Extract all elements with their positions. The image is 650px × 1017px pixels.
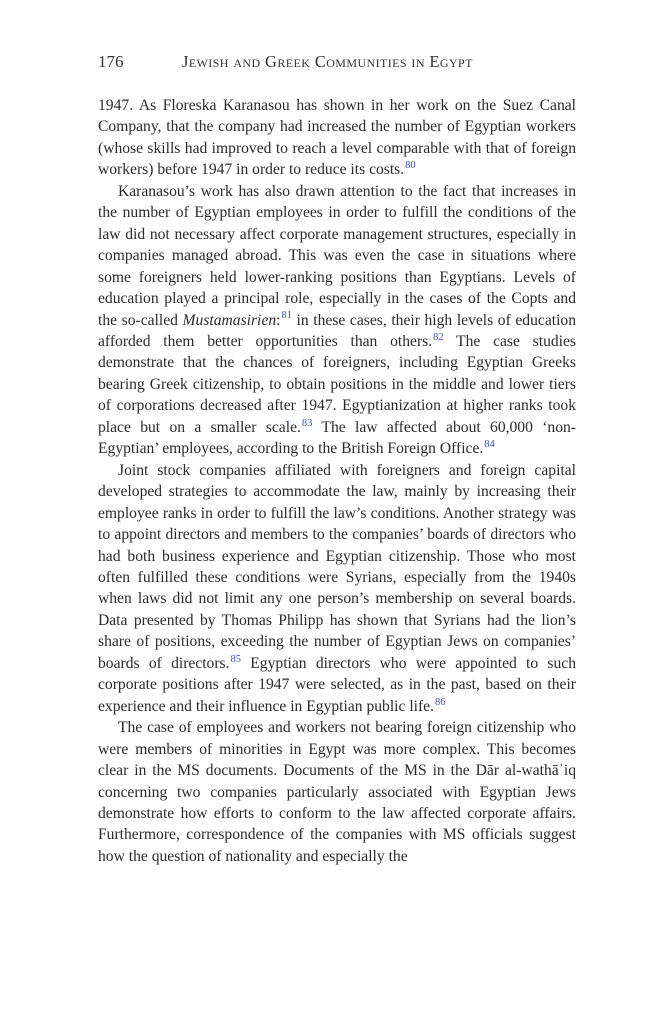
text-span: Karanasou’s work has also drawn attention to the fact that increases in the number of Egyptian employees in order to fulfill the conditions of the law did not necessary affect corporate management structures, especially in companies managed abroad. This was even the case in situations where some foreigners held lower-ranking positions than Egyptians. Levels of education played a principal role, especially in the cases of the Copts and the so-called [98,182,576,329]
body-text [98,95,576,867]
running-title: Jewish and Greek Communities in Egypt [182,52,473,71]
paragraph-2 [98,181,576,460]
text-span: in these cases, their high levels of education afforded them better opportunities than others. [98,311,576,350]
footnote-ref-86[interactable]: 86 [435,696,446,708]
text-span: : [276,311,281,329]
text-span: The case of employees and workers not bearing foreign citizenship who were members of minorities in Egypt was more complex. This becomes clear in the MS documents. Documents of the MS in the Dār al-wathāʾiq concerning two companies particularly associated with Egyptian Jews demonstrate how efforts to conform to the law affected corporate affairs. Furthermore, correspondence of the companies with MS officials suggest how the question of nationality and especially the [98,719,576,865]
footnote-ref-81[interactable]: 81 [281,310,292,322]
text-span: Egyptian directors who were appointed to such corporate positions after 1947 were selected, as in the past, based on their experience and their influence in Egyptian public life. [98,654,576,715]
text-span: The law affected about 60,000 ‘non-Egyptian’ employees, according to the British Foreign Office. [98,418,576,458]
italic-term: Mustamasirien [182,311,277,329]
book-page [98,52,576,867]
paragraph-3 [98,460,576,717]
text-span: The case studies demonstrate that the chances of foreigners, including Egyptian Greeks bearing Greek citizenship, to obtain positions in the middle and lower tiers of corporations decreased after 1947. Egyptianization at higher ranks took place but on a smaller scale. [98,332,576,436]
text-span: Joint stock companies affiliated with foreigners and foreign capital developed strategies to accommodate the law, mainly by increasing their employee ranks in order to fulfill the law’s conditions. Another strategy was to appoint directors and members to the companies’ boards of directors who had both business experience and Egyptian citizenship. Those who most often fulfilled these conditions were Syrians, especially from the 1940s when laws did not limit any one person’s membership on several boards. Data presented by Thomas Philipp has shown that Syrians had the lion’s share of positions, exceeding the number of Egyptian Jews on companies’ boards of directors. [98,461,576,672]
footnote-ref-84[interactable]: 84 [484,439,495,451]
paragraph-4 [98,717,576,867]
footnote-ref-83[interactable]: 83 [301,417,313,429]
page-number: 176 [98,52,124,71]
page-header [98,52,576,84]
footnote-ref-85[interactable]: 85 [230,653,242,665]
footnote-ref-80[interactable]: 80 [405,160,416,172]
paragraph-1 [98,95,576,181]
footnote-ref-82[interactable]: 82 [433,331,444,343]
text-span: 1947. As Floreska Karanasou has shown in her work on the Suez Canal Company, that the company had increased the number of Egyptian workers (whose skills had improved to reach a level comparable with that of foreign workers) before 1947 in order to reduce its costs. [98,97,576,179]
